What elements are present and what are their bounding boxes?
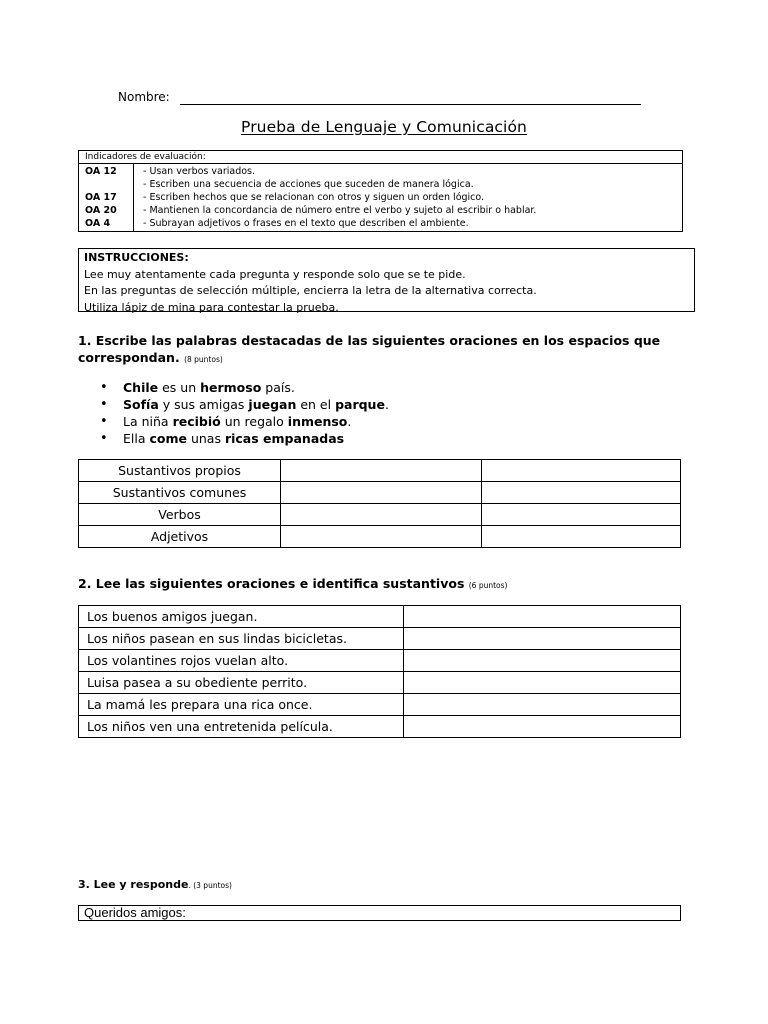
name-field[interactable] (118, 90, 170, 104)
category-label: Sustantivos propios (79, 460, 281, 482)
letter-box (78, 905, 681, 921)
question-1-points: (8 puntos) (184, 355, 223, 364)
highlighted-word: juegan (248, 397, 297, 412)
answer-cell[interactable] (404, 628, 681, 650)
title-text: Prueba de Lenguaje y Comunicación (241, 118, 527, 136)
highlighted-word: come (149, 431, 187, 446)
indicator-code (85, 178, 133, 191)
indicator-item: - Usan verbos variados. (143, 166, 256, 177)
question-1-heading (78, 332, 688, 368)
answer-cell[interactable] (281, 460, 482, 482)
sentence-cell: Los niños ven una entretenida película. (79, 716, 404, 738)
sentence-text: . (347, 414, 352, 429)
indicators-heading: Indicadores de evaluación: (79, 151, 682, 164)
indicator-item: - Mantienen la concordancia de número entre el verbo y sujeto al escribir o hablar. (143, 205, 537, 216)
indicator-items (134, 164, 682, 231)
question-2-text: 2. Lee las siguientes oraciones e identifica sustantivos (78, 576, 465, 591)
answer-cell[interactable] (281, 504, 482, 526)
table-row (79, 460, 681, 482)
answer-cell[interactable] (404, 650, 681, 672)
noun-identification-table (78, 605, 681, 738)
highlighted-word: parque (335, 397, 385, 412)
indicators-table (78, 150, 683, 232)
table-row (79, 716, 681, 738)
indicator-item: - Subrayan adjetivos o frases en el texto que describen el ambiente. (143, 218, 469, 229)
sentence-cell: Los niños pasean en sus lindas bicicletas. (79, 628, 404, 650)
sentence-text: un regalo (220, 414, 288, 429)
answer-cell[interactable] (482, 526, 681, 548)
table-row (79, 628, 681, 650)
sentence-list (100, 379, 389, 447)
sentence-text: . (384, 397, 389, 412)
sentence-cell: Luisa pasea a su obediente perrito. (79, 672, 404, 694)
category-label: Sustantivos comunes (79, 482, 281, 504)
indicator-item: - Escriben hechos que se relacionan con otros y siguen un orden lógico. (143, 192, 485, 203)
indicator-item: - Escriben una secuencia de acciones que suceden de manera lógica. (143, 179, 474, 190)
answer-cell[interactable] (404, 606, 681, 628)
table-row (79, 526, 681, 548)
instruction-line: Lee muy atentamente cada pregunta y responde solo que se te pide. (84, 267, 466, 281)
highlighted-word: ricas empanadas (224, 431, 345, 446)
sentence-item (100, 379, 389, 396)
question-3-heading (78, 878, 232, 891)
answer-cell[interactable] (281, 482, 482, 504)
sentence-item (100, 396, 389, 413)
table-row (79, 650, 681, 672)
sentence-text: en el (296, 397, 336, 412)
sentence-cell: Los buenos amigos juegan. (79, 606, 404, 628)
highlighted-word: Chile (123, 380, 159, 395)
indicator-codes (79, 164, 134, 231)
sentence-text: y sus amigas (158, 397, 249, 412)
question-3-text: 3. Lee y responde (78, 878, 189, 891)
instructions-heading: INSTRUCCIONES: (84, 251, 189, 264)
sentence-text: La niña (123, 414, 173, 429)
sentence-cell: Los volantines rojos vuelan alto. (79, 650, 404, 672)
highlighted-word: hermoso (200, 380, 262, 395)
answer-cell[interactable] (482, 482, 681, 504)
question-1-text: 1. Escribe las palabras destacadas de las siguientes oraciones en los espacios que correspondan. (78, 333, 661, 365)
table-row (79, 606, 681, 628)
sentence-cell: La mamá les prepara una rica once. (79, 694, 404, 716)
instruction-line: Utiliza lápiz de mina para contestar la prueba. (84, 300, 339, 314)
answer-cell[interactable] (482, 460, 681, 482)
sentence-text: país. (261, 380, 295, 395)
indicator-code: OA 12 (85, 166, 117, 177)
table-row (79, 504, 681, 526)
highlighted-word: Sofía (123, 397, 159, 412)
question-2-heading (78, 576, 507, 591)
sentence-text: Ella (123, 431, 150, 446)
category-label: Adjetivos (79, 526, 281, 548)
answer-cell[interactable] (482, 504, 681, 526)
sentence-item (100, 430, 389, 447)
table-row (79, 672, 681, 694)
answer-cell[interactable] (281, 526, 482, 548)
page-title (0, 118, 768, 136)
answer-cell[interactable] (404, 716, 681, 738)
answer-cell[interactable] (404, 672, 681, 694)
classification-table (78, 459, 681, 548)
table-row (79, 482, 681, 504)
indicator-code: OA 17 (85, 192, 117, 203)
indicator-code: OA 4 (85, 218, 111, 229)
name-line[interactable] (180, 104, 641, 105)
sentence-item (100, 413, 389, 430)
instructions-box (78, 248, 695, 312)
table-row (79, 694, 681, 716)
letter-greeting: Queridos amigos: (84, 905, 186, 920)
indicator-code: OA 20 (85, 205, 117, 216)
highlighted-word: recibió (172, 414, 221, 429)
instruction-line: En las preguntas de selección múltiple, encierra la letra de la alternativa correcta. (84, 284, 537, 297)
question-3-points: . (3 puntos) (188, 881, 232, 890)
sentence-text: unas (186, 431, 225, 446)
name-label: Nombre: (118, 90, 170, 104)
question-2-points: (6 puntos) (468, 581, 508, 590)
sentence-text: es un (158, 380, 201, 395)
answer-cell[interactable] (404, 694, 681, 716)
category-label: Verbos (79, 504, 281, 526)
highlighted-word: inmenso (287, 414, 348, 429)
